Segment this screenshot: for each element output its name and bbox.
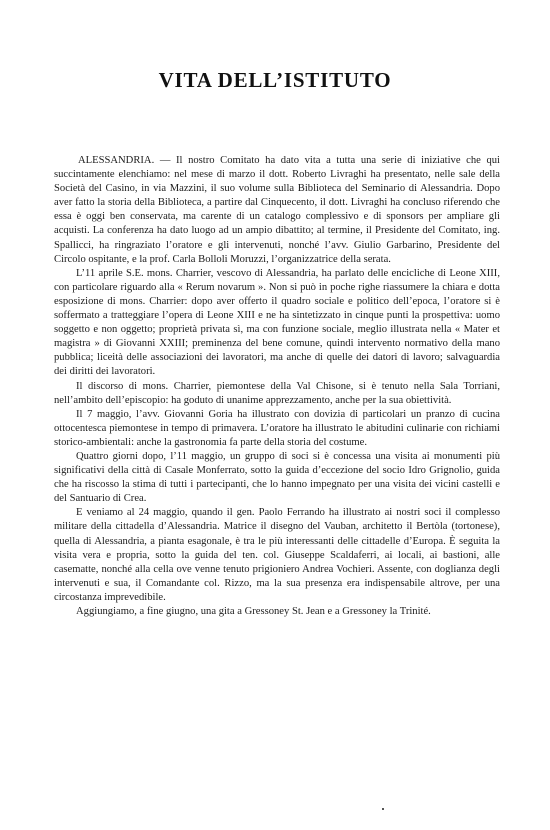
paragraph-pranzo: Il 7 maggio, l’avv. Giovanni Goria ha illustrato con dovizia di particolari un pranzo di cucina ottocentesca piemontese in tempo di primavera. L’oratore ha illustrato le abitudini culinarie con richiami storico-ambientali: anche la gastronomia fa parte della storia del costume. <box>54 408 500 448</box>
paragraph-rerum-novarum: L’11 aprile S.E. mons. Charrier, vescovo di Alessandria, ha parlato delle encicliche di Leone XIII, con particolare riguardo alla « Rerum novarum ». Non si può in poche righe riassumere la chiara e dotta esposizione di mons. Charrier: dopo aver offerto il quadro sociale e politico dell’epoca, l’oratore si è soffermato a tratteggiare l’opera di Leone XIII e ne ha sintetizzato in cinque punti la prospettiva: uomo soggetto e non oggetto; proprietà privata sì, ma con funzione sociale, meglio illustrata nella « Mater et magistra » di Giovanni XXIII; preminenza del bene comune, quindi intervento normativo della mano pubblica; liceità delle associazioni dei lavoratori, ma anche di quelle dei datori di lavoro; salvaguardia dei diritti dei lavoratori. <box>54 267 500 378</box>
paragraph-gressoney: Aggiungiamo, a fine giugno, una gita a Gressoney St. Jean e a Gressoney la Trinité. <box>76 606 431 617</box>
paragraph-casale-monferrato: Quattro giorni dopo, l’11 maggio, un gruppo di soci si è concessa una visita ai monumenti più significativi della città di Casale Monferrato, sotto la guida d’eccezione del socio Idro Grignolio, guida che ha riscosso la stima di tutti i partecipanti, che lo hanno impegnato per una visita dei vicini castelli e del Santuario di Crea. <box>54 450 500 505</box>
paragraph-sala-torriani: Il discorso di mons. Charrier, piemontese della Val Chisone, si è tenuto nella Sala Torriani, nell’ambito dell’episcopio: ha goduto di unanime apprezzamento, anche per la sua obiettività. <box>54 380 500 406</box>
page-title: VITA DELL’ISTITUTO <box>158 68 392 92</box>
paragraph-cittadella: E veniamo al 24 maggio, quando il gen. Paolo Ferrando ha illustrato ai nostri soci il complesso militare della cittadella d’Alessandria. Matrice il disegno del Vauban, architetto il Bertòla (tortonese), quella di Alessandria, a pianta esagonale, è tra le più interessanti delle cittadelle d’Europa. È seguita la visita vera e propria, sotto la guida del ten. col. Giuseppe Scaldaferri, ai locali, ai bastioni, alle casematte, nonché alla cella ove venne tenuto prigioniero Andrea Vochieri. Assente, con doglianza degli intervenuti e sua, il Comandante col. Rizzo, ma la sua presenza era indispensabile altrove, per una circostanza imprevedibile. <box>54 507 500 603</box>
article-body <box>54 154 500 619</box>
paragraph-alessandria: ALESSANDRIA. — Il nostro Comitato ha dato vita a tutta una serie di iniziative che qui succintamente elenchiamo: nel mese di marzo il dott. Roberto Livraghi ha presentato, nelle sale della Società del Casino, in via Mazzini, il suo volume sulla Biblioteca del Seminario di Alessandria. Dopo aver fatto la storia della Biblioteca, a partire dal Cinquecento, il dott. Livraghi ha concluso riferendo che essa è oggi ben conservata, ma carente di un catalogo complessivo e di sponsors per ampliare gli acquisti. La conferenza ha dato luogo ad un ampio dibattito; al termine, il Presidente del Comitato, ing. Spallicci, ha ringraziato l’oratore e gli intervenuti, nonché l’avv. Giulio Garbarino, Presidente del Circolo ospitante, e la prof. Carla Bolloli Moruzzi, l’organizzatrice della serata. <box>54 155 500 265</box>
print-speck <box>382 808 384 810</box>
